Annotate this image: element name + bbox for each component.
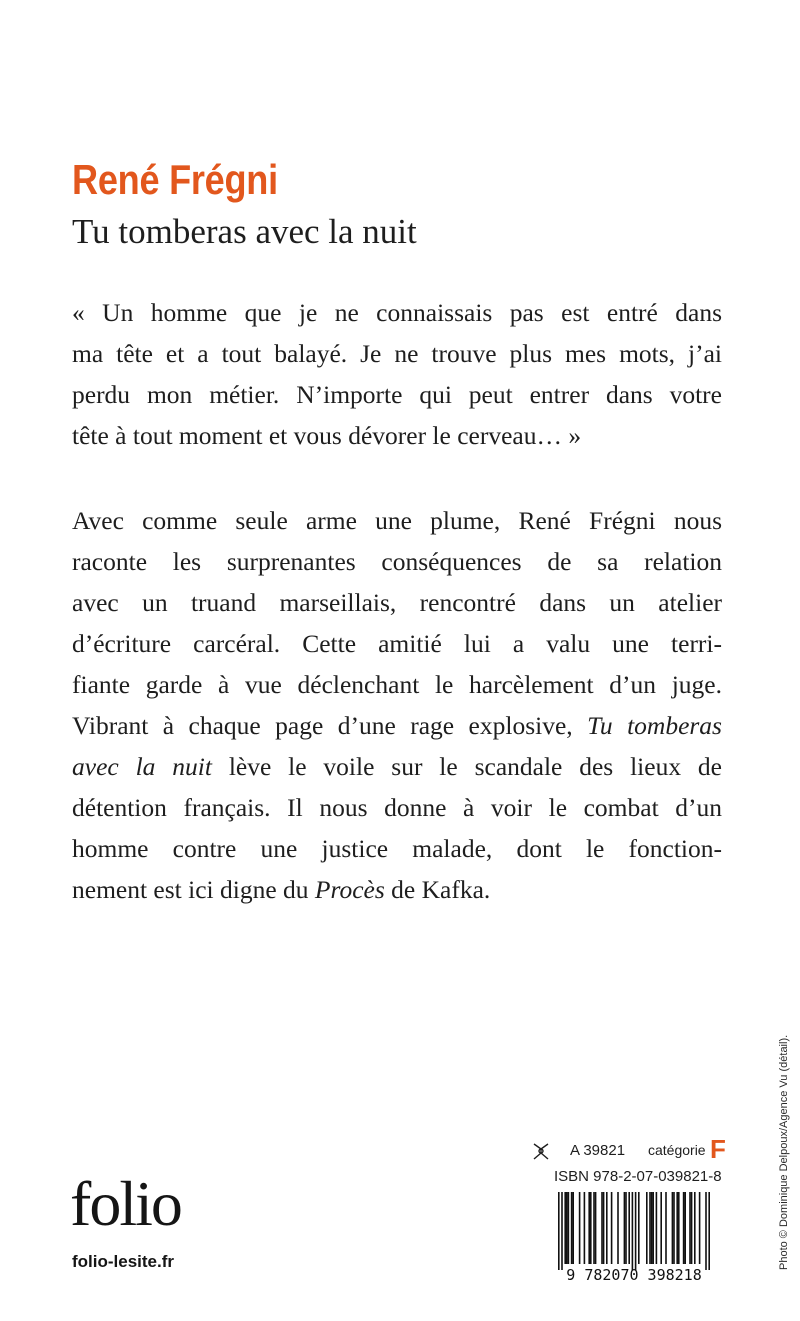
barcode-bar (611, 1192, 613, 1264)
barcode-bar (678, 1192, 680, 1264)
barcode-bar (651, 1192, 653, 1264)
quote-line: tête à tout moment et vous dévorer le cerveau… » (72, 421, 582, 450)
barcode-bar (601, 1192, 603, 1264)
description-line: raconte les surprenantes conséquences de sa relation (72, 547, 722, 576)
barcode-bar (705, 1192, 707, 1270)
quote-line: perdu mon métier. N’importe qui peut entrer dans votre (72, 380, 722, 409)
italic-title: Tu tomberas (587, 711, 722, 740)
barcode-bar (660, 1192, 662, 1264)
barcode-bar (673, 1192, 675, 1264)
barcode-bar (672, 1192, 674, 1264)
quote-line: ma tête et a tout balayé. Je ne trouve plus mes mots, j’ai (72, 339, 722, 368)
barcode-bar (708, 1192, 710, 1270)
series-emblem-icon (530, 1140, 552, 1162)
barcode-bar (656, 1192, 658, 1264)
description-paragraph (72, 500, 722, 910)
barcode-bar (590, 1192, 592, 1264)
barcode-bar (684, 1192, 686, 1264)
italic-title: Procès (314, 875, 385, 904)
category-label: catégorie (648, 1142, 706, 1158)
barcode-bar (624, 1192, 626, 1264)
description-line: d’écriture carcéral. Cette amitié lui a valu une terri- (72, 629, 722, 658)
barcode-bar (617, 1192, 619, 1264)
barcode-bar (628, 1192, 630, 1264)
barcode-bar (652, 1192, 654, 1264)
barcode-bar (665, 1192, 667, 1264)
isbn-barcode (544, 1192, 724, 1282)
description-line: fiante garde à vue déclenchant le harcèlement d’un juge. (72, 670, 722, 699)
isbn: ISBN 978-2-07-039821-8 (554, 1168, 722, 1185)
barcode-bar (584, 1192, 586, 1264)
italic-title: avec la nuit (72, 752, 212, 781)
description-line: homme contre une justice malade, dont le fonction- (72, 834, 722, 863)
barcode-bar (588, 1192, 590, 1264)
barcode-bar (699, 1192, 701, 1264)
barcode-digits: 9 782070 398218 (566, 1266, 702, 1282)
barcode-bar (646, 1192, 648, 1264)
quote-line: « Un homme que je ne connaissais pas est entré dans (72, 298, 722, 327)
barcode-bar (564, 1192, 566, 1264)
barcode-bars (558, 1192, 710, 1270)
description-line: détention français. Il nous donne à voir le combat d’un (72, 793, 722, 822)
barcode-bar (593, 1192, 595, 1264)
catalog-code: A 39821 (570, 1142, 626, 1159)
description-line: avec la nuit lève le voile sur le scandale des lieux de (72, 752, 722, 781)
description-line: Vibrant à chaque page d’une rage explosive, Tu tomberas (72, 711, 722, 740)
barcode-bar (572, 1192, 574, 1264)
barcode-bar (603, 1192, 605, 1264)
barcode-bar (561, 1192, 563, 1270)
barcode-bar (635, 1192, 637, 1270)
barcode-bar (676, 1192, 678, 1264)
quote-paragraph (72, 292, 722, 456)
author-name: René Frégni (72, 156, 278, 203)
description-line: Avec comme seule arme une plume, René Frégni nous (72, 506, 722, 535)
barcode-bar (683, 1192, 685, 1264)
photo-credit: Photo © Dominique Delpoux/Agence Vu (détail). (778, 1034, 790, 1270)
barcode-bar (638, 1192, 640, 1264)
barcode-bar (558, 1192, 560, 1270)
description-line: avec un truand marseillais, rencontré dans un atelier (72, 588, 722, 617)
barcode-bar (579, 1192, 581, 1264)
barcode-bar (571, 1192, 573, 1264)
publisher-website: folio-lesite.fr (72, 1252, 175, 1271)
barcode-bar (566, 1192, 568, 1264)
barcode-bar (689, 1192, 691, 1264)
barcode-bar (625, 1192, 627, 1264)
barcode-bar (606, 1192, 608, 1264)
barcode-bar (632, 1192, 634, 1270)
barcode-bar (649, 1192, 651, 1264)
barcode-bar (595, 1192, 597, 1264)
category-letter: F (710, 1134, 726, 1164)
folio-logo: folio (70, 1168, 181, 1239)
barcode-bar (568, 1192, 570, 1264)
barcode-bar (694, 1192, 696, 1264)
book-title: Tu tomberas avec la nuit (72, 212, 417, 251)
description-line: nement est ici digne du Procès de Kafka. (72, 875, 491, 904)
barcode-bar (691, 1192, 693, 1264)
